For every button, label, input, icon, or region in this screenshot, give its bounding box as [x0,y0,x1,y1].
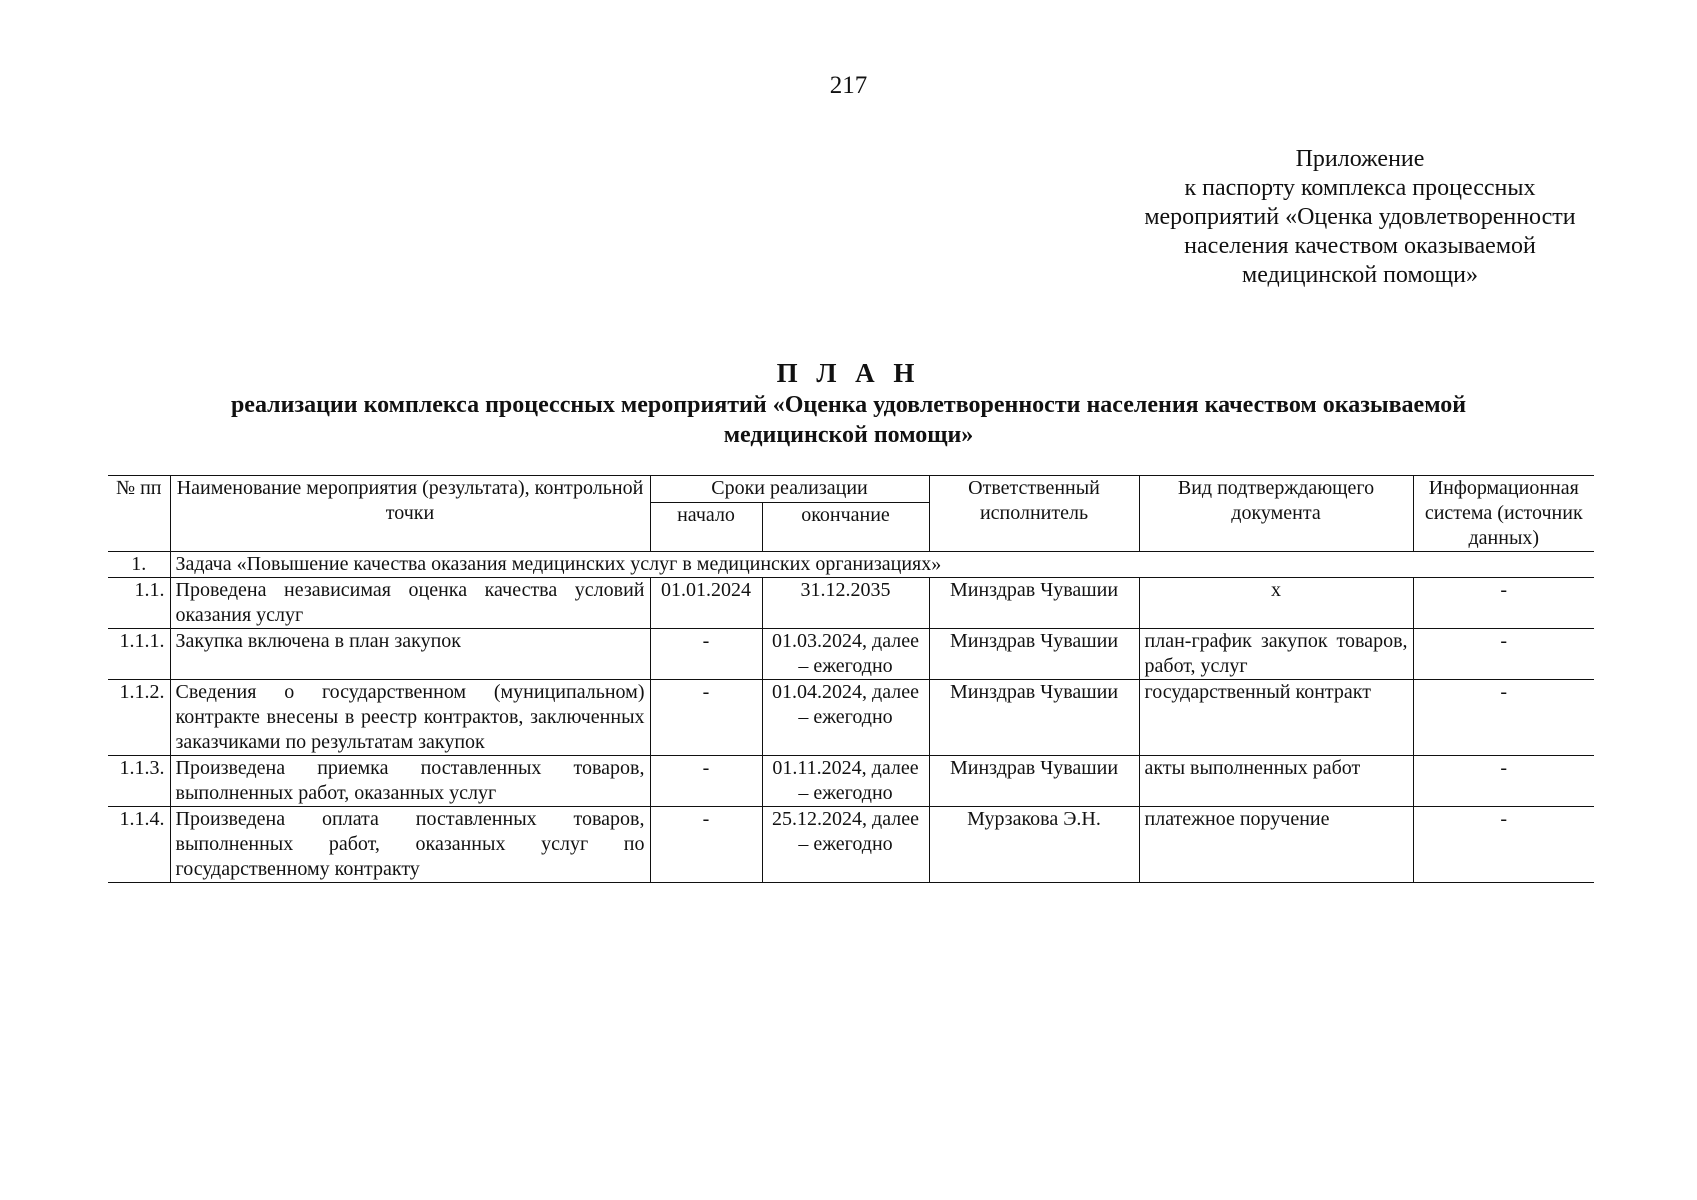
row-name: Сведения о государственном (муниципальном) контракте внесены в реестр контрактов, заключенных заказчиками по результатам закупок [170,680,650,756]
table-row [108,680,1594,756]
row-responsible: Минздрав Чувашии [929,578,1139,629]
header-num: № пп [108,476,170,552]
row-responsible: Минздрав Чувашии [929,680,1139,756]
header-responsible: Ответственный исполнитель [929,476,1139,552]
row-end: 01.04.2024, далее – ежегодно [762,680,929,756]
header-terms: Сроки реализации [650,476,929,503]
table-row [108,578,1594,629]
page-number: 217 [829,72,868,99]
title-main: П Л А Н [776,358,921,388]
row-doc: акты выполненных работ [1139,756,1413,807]
row-info: - [1413,756,1594,807]
row-end: 01.11.2024, далее – ежегодно [762,756,929,807]
row-num: 1.1. [108,578,170,629]
row-responsible: Минздрав Чувашии [929,629,1139,680]
header-doc: Вид подтверждающего документа [1139,476,1413,552]
row-end: 25.12.2024, далее – ежегодно [762,807,929,883]
task-row [108,552,1594,578]
row-info: - [1413,807,1594,883]
document-title [0,356,1697,450]
plan-table [108,475,1594,883]
appendix-line: Приложение [1295,146,1425,172]
row-start: - [650,680,762,756]
title-sub-line-2: медицинской помощи» [723,422,974,448]
row-end: 31.12.2035 [762,578,929,629]
row-start: - [650,807,762,883]
row-doc: х [1139,578,1413,629]
row-doc: платежное поручение [1139,807,1413,883]
row-name: Проведена независимая оценка качества условий оказания услуг [170,578,650,629]
row-responsible: Минздрав Чувашии [929,756,1139,807]
row-name: Закупка включена в план закупок [170,629,650,680]
row-num: 1.1.1. [108,629,170,680]
row-name: Произведена оплата поставленных товаров, выполненных работ, оказанных услуг по государственному контракту [170,807,650,883]
table-row [108,807,1594,883]
table-row [108,629,1594,680]
row-doc: план-график закупок товаров, работ, услуг [1139,629,1413,680]
appendix-line: медицинской помощи» [1242,262,1478,288]
row-num: 1.1.4. [108,807,170,883]
appendix-line: населения качеством оказываемой [1184,233,1536,259]
table-row [108,756,1594,807]
row-responsible: Мурзакова Э.Н. [929,807,1139,883]
row-info: - [1413,578,1594,629]
row-info: - [1413,629,1594,680]
row-end: 01.03.2024, далее – ежегодно [762,629,929,680]
appendix-line: к паспорту комплекса процессных [1184,175,1536,201]
row-name: Произведена приемка поставленных товаров, выполненных работ, оказанных услуг [170,756,650,807]
appendix-note [1080,145,1640,290]
row-info: - [1413,680,1594,756]
task-num: 1. [108,552,170,578]
row-start: 01.01.2024 [650,578,762,629]
table-header-row [108,476,1594,503]
header-info: Информационная система (источник данных) [1413,476,1594,552]
header-start: начало [650,503,762,552]
row-num: 1.1.3. [108,756,170,807]
row-doc: государственный контракт [1139,680,1413,756]
header-name: Наименование мероприятия (результата), контрольной точки [170,476,650,552]
task-text: Задача «Повышение качества оказания медицинских услуг в медицинских организациях» [170,552,1594,578]
title-sub-line-1: реализации комплекса процессных мероприятий «Оценка удовлетворенности населения качеством оказываемой [230,392,1467,418]
appendix-line: мероприятий «Оценка удовлетворенности [1144,204,1576,230]
row-num: 1.1.2. [108,680,170,756]
row-start: - [650,756,762,807]
header-end: окончание [762,503,929,552]
row-start: - [650,629,762,680]
